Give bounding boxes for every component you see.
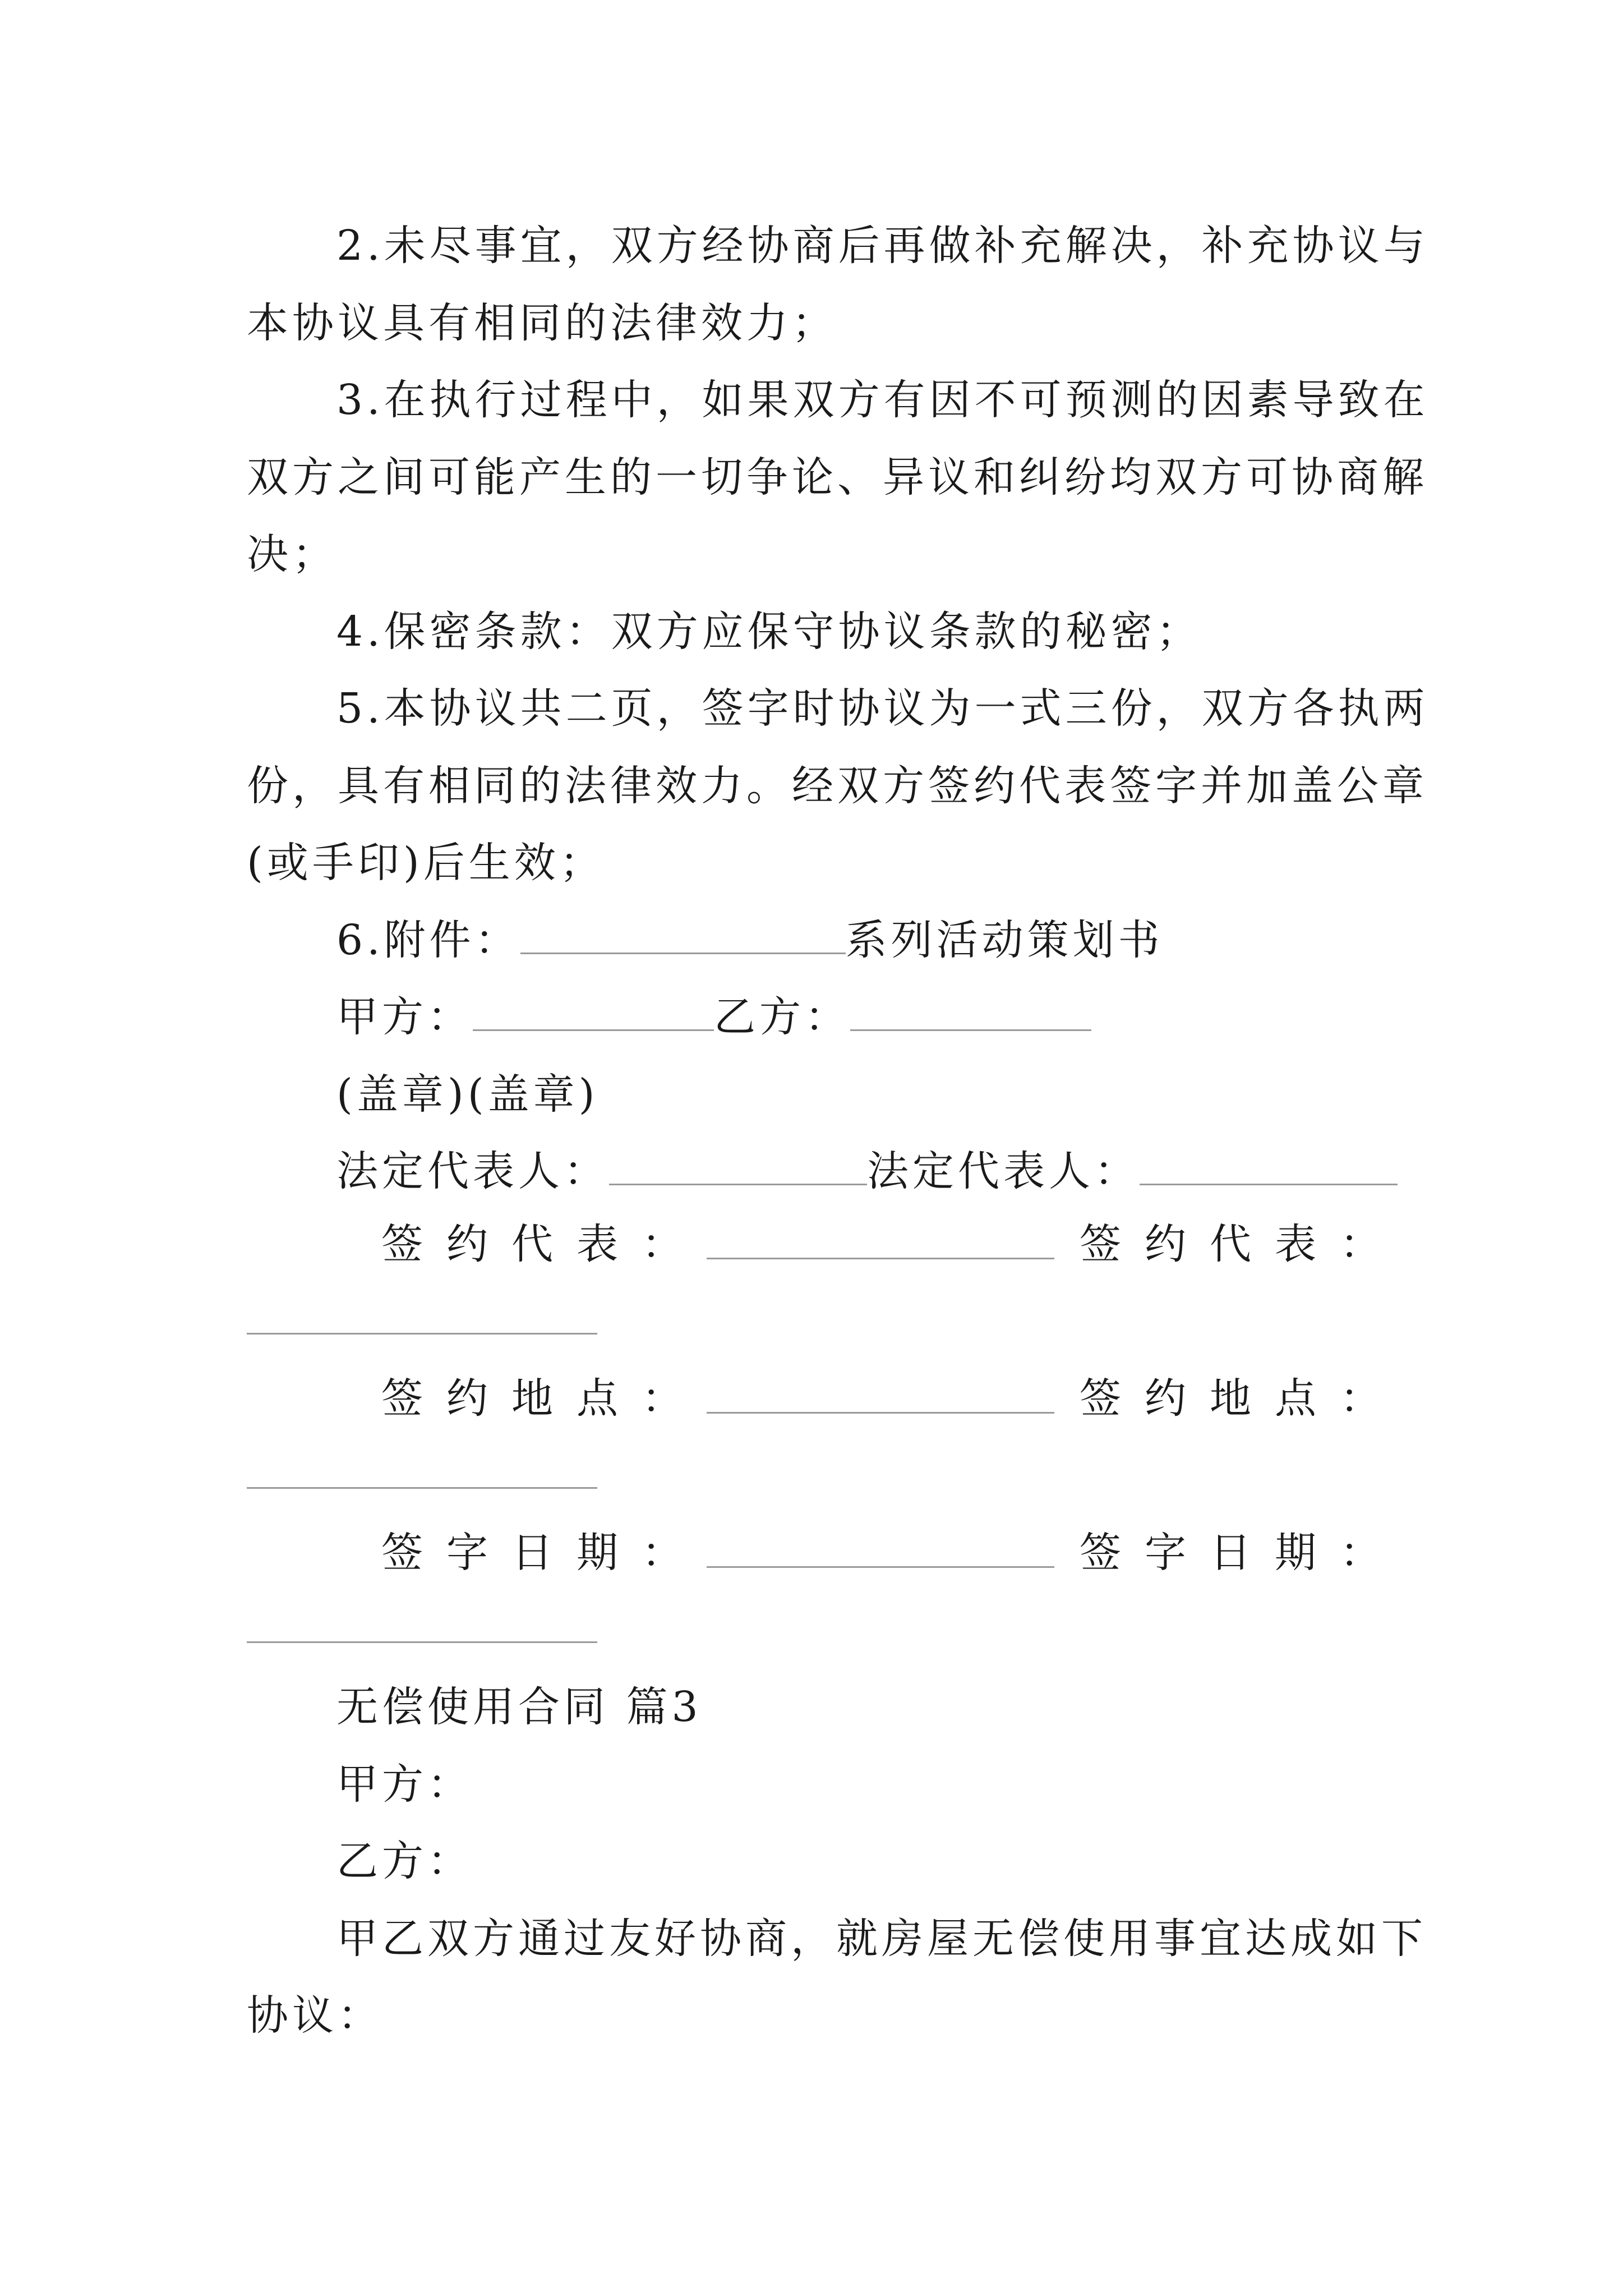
sign-place-a-blank xyxy=(707,1412,1054,1414)
party-a-blank xyxy=(473,996,714,1031)
sign-rep-a-char-1: 签 xyxy=(381,1220,423,1268)
next-contract-heading: 无偿使用合同 篇3 xyxy=(336,1683,702,1731)
attachment-blank xyxy=(520,919,846,954)
clause-2-line-1: 2.未尽事宜，双方经协商后再做补充解决，补充协议与 xyxy=(336,222,1429,270)
sign-place-b-blank xyxy=(247,1487,597,1489)
sign-date-b-char-5: ： xyxy=(1340,1529,1381,1577)
clause-3-line-2: 双方之间可能产生的一切争论、异议和纠纷均双方可协商解 xyxy=(247,453,1428,501)
parties-line xyxy=(336,990,1091,1044)
sign-place-b-char-1: 签 xyxy=(1080,1374,1121,1423)
next-contract-intro-line-1: 甲乙双方通过友好协商，就房屋无偿使用事宜达成如下 xyxy=(336,1915,1427,1963)
sign-rep-a-char-2: 约 xyxy=(446,1220,488,1268)
clause-5-line-1: 5.本协议共二页，签字时协议为一式三份，双方各执两 xyxy=(336,684,1429,733)
attachment-line xyxy=(336,913,1164,967)
next-contract-party-b: 乙方： xyxy=(336,1837,473,1885)
clause-2-line-2: 本协议具有相同的法律效力； xyxy=(247,299,837,347)
sign-date-a-char-5: ： xyxy=(642,1529,683,1577)
sign-rep-b-char-5: ： xyxy=(1340,1220,1381,1268)
sign-place-b-char-5: ： xyxy=(1340,1374,1381,1423)
sign-rep-b-char-3: 代 xyxy=(1210,1220,1251,1268)
clause-3-line-1: 3.在执行过程中，如果双方有因不可预测的因素导致在 xyxy=(336,376,1429,424)
sign-rep-a-char-4: 表 xyxy=(577,1220,618,1268)
sign-date-a-char-4: 期 xyxy=(577,1529,618,1577)
sign-rep-a-label xyxy=(381,1217,707,1271)
attachment-suffix: 系列活动策划书 xyxy=(845,916,1164,964)
sign-rep-b-char-4: 表 xyxy=(1275,1220,1316,1268)
sign-rep-b-label xyxy=(1080,1217,1385,1271)
sign-place-b-char-3: 地 xyxy=(1210,1374,1251,1423)
sign-date-a-label xyxy=(381,1526,707,1580)
next-contract-party-a: 甲方： xyxy=(336,1760,473,1809)
sign-date-b-char-4: 期 xyxy=(1275,1529,1316,1577)
sign-date-a-blank xyxy=(707,1566,1054,1568)
party-b-label: 乙方： xyxy=(714,993,850,1041)
sign-rep-b-char-2: 约 xyxy=(1145,1220,1186,1268)
seals-line: (盖章)(盖章) xyxy=(336,1070,599,1119)
sign-rep-a-blank xyxy=(707,1258,1054,1259)
legal-rep-b-label: 法定代表人： xyxy=(867,1147,1140,1195)
sign-place-a-char-2: 约 xyxy=(446,1374,488,1423)
party-b-blank xyxy=(850,996,1091,1031)
sign-date-b-char-3: 日 xyxy=(1210,1529,1251,1577)
sign-place-b-char-4: 点 xyxy=(1275,1374,1316,1423)
clause-5-line-3: (或手印)后生效； xyxy=(247,839,605,887)
legal-rep-a-blank xyxy=(609,1150,867,1185)
next-contract-intro-line-2: 协议： xyxy=(247,1991,383,2040)
sign-date-a-char-3: 日 xyxy=(511,1529,553,1577)
sign-date-a-char-1: 签 xyxy=(381,1529,423,1577)
sign-place-a-char-3: 地 xyxy=(511,1374,553,1423)
party-a-label: 甲方： xyxy=(336,993,473,1041)
sign-date-b-blank xyxy=(247,1641,597,1643)
sign-rep-a-char-5: ： xyxy=(642,1220,683,1268)
sign-place-a-char-1: 签 xyxy=(381,1374,423,1423)
sign-place-a-char-5: ： xyxy=(642,1374,683,1423)
attachment-prefix: 6.附件： xyxy=(336,916,520,964)
sign-date-a-char-2: 字 xyxy=(446,1529,488,1577)
legal-rep-line xyxy=(336,1144,1398,1198)
sign-rep-b-blank xyxy=(247,1333,597,1335)
clause-3-line-3: 决； xyxy=(247,530,338,578)
legal-rep-a-label: 法定代表人： xyxy=(336,1147,609,1195)
sign-date-b-label xyxy=(1080,1526,1385,1580)
sign-rep-b-char-1: 签 xyxy=(1080,1220,1121,1268)
clause-5-line-2: 份，具有相同的法律效力。经双方签约代表签字并加盖公章 xyxy=(247,762,1428,810)
clause-4-line-1: 4.保密条款：双方应保守协议条款的秘密； xyxy=(336,608,1202,656)
sign-rep-a-char-3: 代 xyxy=(511,1220,553,1268)
sign-place-b-label xyxy=(1080,1372,1385,1425)
legal-rep-b-blank xyxy=(1140,1150,1398,1185)
sign-date-b-char-1: 签 xyxy=(1080,1529,1121,1577)
sign-place-a-char-4: 点 xyxy=(577,1374,618,1423)
sign-date-b-char-2: 字 xyxy=(1145,1529,1186,1577)
sign-place-b-char-2: 约 xyxy=(1145,1374,1186,1423)
sign-place-a-label xyxy=(381,1372,707,1425)
